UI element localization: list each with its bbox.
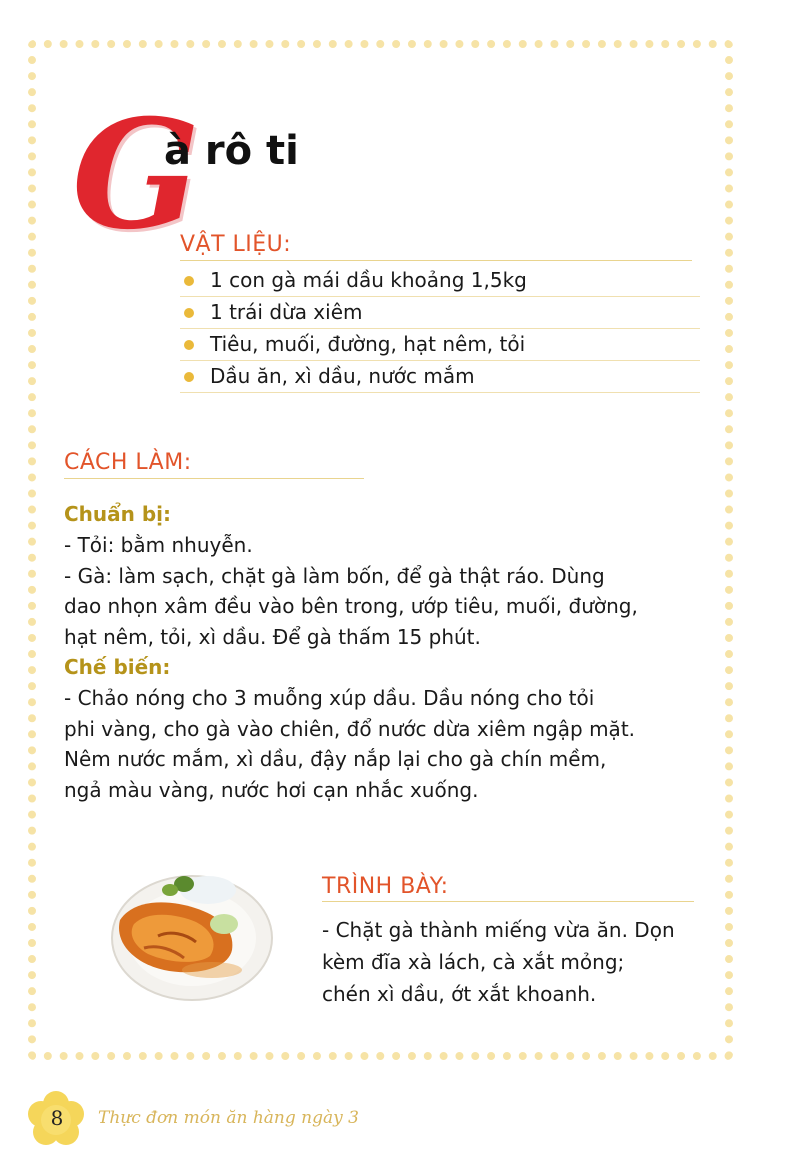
presentation-heading: TRÌNH BÀY: [322, 874, 449, 899]
bullet-dot-icon [184, 276, 194, 286]
prep-heading: Chuẩn bị: [64, 502, 172, 526]
cook-text: - Chảo nóng cho 3 muỗng xúp dầu. Dầu nóng cho tỏi phi vàng, cho gà vào chiên, đổ nước dừa xiêm ngập mặt. Nêm nước mắm, xì dầu, đậy nắp lại cho gà chín mềm, ngả màu vàng, nước hơi cạn nhắc xuống. [64, 686, 636, 802]
prep-text: - Tỏi: bằm nhuyễn. - Gà: làm sạch, chặt gà làm bốn, để gà thật ráo. Dùng dao nhọn xâm đều vào bên trong, ướp tiêu, muối, đường, hạt nêm, tỏi, xì dầu. Để gà thấm 15 phút. [64, 533, 638, 649]
cook-heading: Chế biến: [64, 655, 171, 679]
method-rule [64, 478, 364, 479]
ingredients-heading: VẬT LIỆU: [180, 232, 292, 257]
ingredient-item: Dầu ăn, xì dầu, nước mắm [180, 361, 700, 393]
presentation-rule [322, 901, 694, 902]
method-heading: CÁCH LÀM: [64, 450, 192, 475]
bullet-dot-icon [184, 308, 194, 318]
ingredients-rule [180, 260, 692, 261]
book-title: Thực đơn món ăn hàng ngày 3 [98, 1108, 359, 1128]
title-initial-letter: G [72, 87, 201, 263]
ingredient-item: 1 con gà mái dầu khoảng 1,5kg [180, 265, 700, 297]
bullet-dot-icon [184, 340, 194, 350]
ingredients-list [180, 265, 700, 393]
title-text: à rô ti [164, 128, 299, 174]
page-number: 8 [50, 1106, 64, 1130]
roast-chicken-dish-image [100, 858, 275, 1006]
ingredient-item: Tiêu, muối, đường, hạt nêm, tỏi [180, 329, 700, 361]
ingredient-item: 1 trái dừa xiêm [180, 297, 700, 329]
presentation-text: - Chặt gà thành miếng vừa ăn. Dọn kèm đĩa xà lách, cà xắt mỏng; chén xì dầu, ớt xắt khoanh. [322, 918, 675, 1006]
bullet-dot-icon [184, 372, 194, 382]
